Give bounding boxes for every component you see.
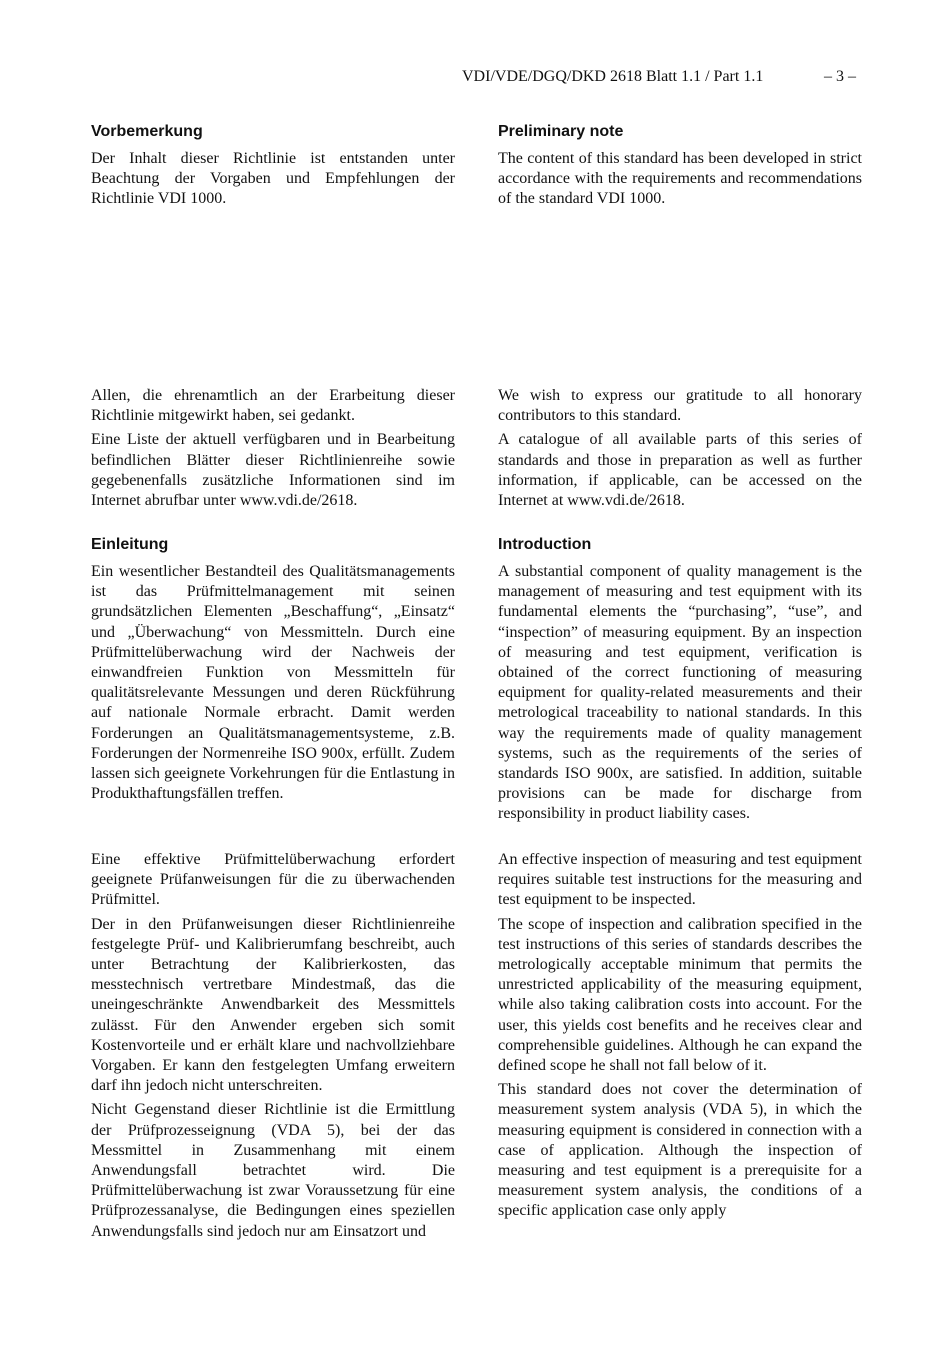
german-introduction-section: [91, 535, 455, 804]
section-heading: Preliminary note: [498, 123, 624, 140]
english-acknowledgement-section: [498, 386, 862, 511]
paragraph: The scope of inspection and calibration specified in the test instructions of this series of standards describes the metrologically acceptable minimum that permits the unrestricted applicability of the measuring equipment, while also taking calibration costs into account. For the user, this yields cost benefits and he receives clear and comprehensible guidelines. Although he can expand the defined scope he shall not fall below of it.: [498, 915, 862, 1075]
english-introduction-section: [498, 535, 862, 825]
paragraph: Der in den Prüfanweisungen dieser Richtlinienreihe festgelegte Prüf- und Kalibrierumfang beschreibt, auch unter Betrachtung der Kalibrierkosten, das messtechnisch vertretbare Mindestmaß, das die uneingeschränkte Anwendbarkeit des Messmittels zulässt. Für den Anwender ergeben sich somit Kostenvorteile und er erhält klare und nachvollziehbare Vorgaben. Er kann den festgelegten Umfang erweitern darf ihn jedoch nicht unterschreiten.: [91, 915, 455, 1095]
german-introduction-continued: [91, 850, 455, 1242]
paragraph: The content of this standard has been developed in strict accordance with the requirements and recommendations of the standard VDI 1000.: [498, 150, 862, 208]
english-introduction-continued: [498, 850, 862, 1222]
paragraph: Nicht Gegenstand dieser Richtlinie ist die Ermittlung der Prüfprozesseignung (VDA 5), bei der das Messmittel in Zusammenhang mit einem Anwendungsfall betrachtet wird. Die Prüfmittelüberwachung ist zwar Voraussetzung für eine Prüfprozessanalyse, die Bedingungen eines speziellen Anwendungsfalls sind jedoch nur am Einsatzort und: [91, 1101, 455, 1240]
section-heading: Introduction: [498, 536, 592, 553]
german-acknowledgement-section: [91, 386, 455, 511]
paragraph: Der Inhalt dieser Richtlinie ist entstanden unter Beachtung der Vorgaben und Empfehlungen der Richtlinie VDI 1000.: [91, 150, 455, 208]
page-header: [0, 68, 950, 90]
english-preliminary-section: [498, 122, 862, 210]
page-number: – 3 –: [824, 68, 856, 85]
paragraph: We wish to express our gratitude to all honorary contributors to this standard.: [498, 387, 862, 425]
paragraph: Eine Liste der aktuell verfügbaren und in Bearbeitung befindlichen Blätter dieser Richtlinienreihe sowie gegebenenfalls zusätzliche Informationen sind im Internet abrufbar unter www.vdi.de/2618.: [91, 431, 455, 510]
paragraph: Ein wesentlicher Bestandteil des Qualitätsmanagements ist das Prüfmittelmanagement mit seinen grundsätzlichen Elementen „Beschaffung“, „Einsatz“ und „Überwachung“ von Messmitteln. Durch eine Prüfmittelüberwachung wird der Nachweis der einwandfreien Funktion von Messmitteln für qualitätsrelevante Messungen und deren Rückführung auf nationale Normale erbracht. Damit werden Forderungen an Qualitätsmanagementsysteme, z.B. Forderungen der Normenreihe ISO 900x, erfüllt. Zudem lassen sich geeignete Vorkehrungen für die Entlastung in Produkthaftungsfällen treffen.: [91, 563, 455, 803]
paragraph: This standard does not cover the determination of measurement system analysis (VDA 5), in which the measuring equipment is considered in connection with a case of application. Although the inspection of measuring and test equipment is a prerequisite for a measurement system analysis, the conditions of a specific application case only apply: [498, 1081, 862, 1220]
section-heading: Einleitung: [91, 536, 169, 553]
paragraph: Allen, die ehrenamtlich an der Erarbeitung dieser Richtlinie mitgewirkt haben, sei gedankt.: [91, 387, 455, 425]
section-heading: Vorbemerkung: [91, 123, 203, 140]
paragraph: An effective inspection of measuring and test equipment requires suitable test instructions for the measuring and test equipment to be inspected.: [498, 851, 862, 909]
german-preliminary-section: [91, 122, 455, 210]
paragraph: Eine effektive Prüfmittelüberwachung erfordert geeignete Prüfanweisungen für die zu überwachenden Prüfmittel.: [91, 851, 455, 909]
paragraph: A substantial component of quality management is the management of measuring and test equipment with its fundamental elements the “purchasing”, “use”, and “inspection” of measuring equipment. By an inspection of measuring and test equipment, verification is obtained of the correct functioning of measuring equipment for quality-related measurements and their metrological traceability to national standards. In this way the requirements made of quality management systems, such as the requirements of the series of standards ISO 900x, are satisfied. In addition, suitable provisions can be made for discharge from responsibility in product liability cases.: [498, 563, 862, 823]
document-reference: VDI/VDE/DGQ/DKD 2618 Blatt 1.1 / Part 1.1: [462, 68, 764, 85]
paragraph: A catalogue of all available parts of this series of standards and those in preparation as well as further information, if applicable, can be accessed on the Internet at www.vdi.de/2618.: [498, 431, 862, 510]
